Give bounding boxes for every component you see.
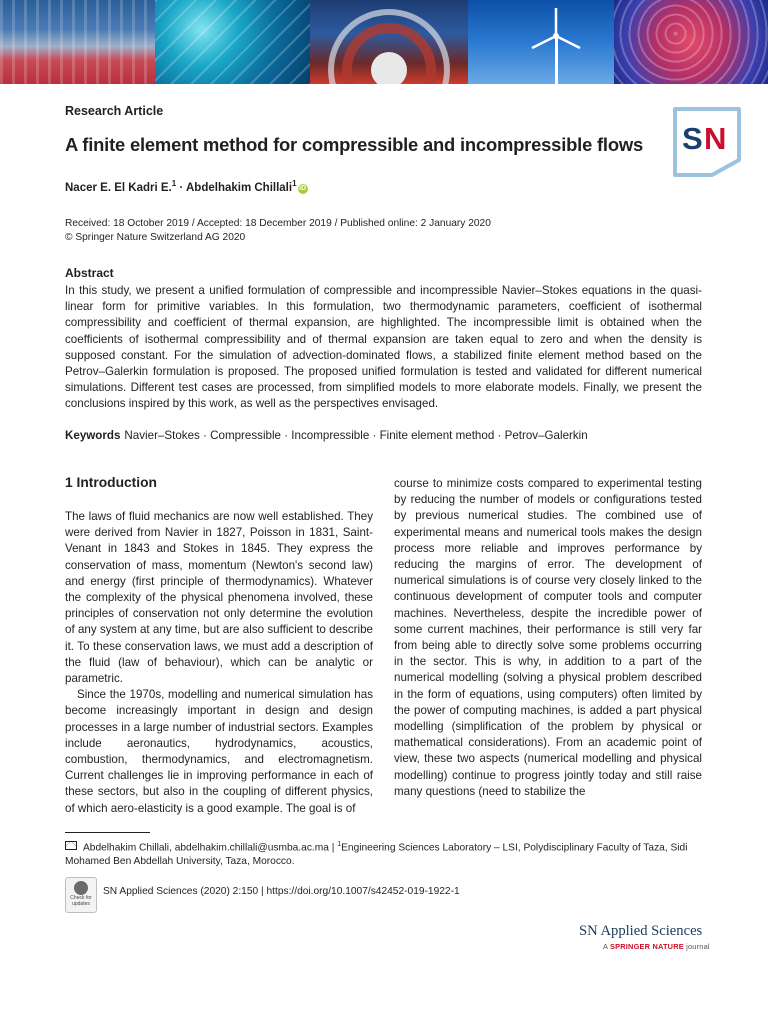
paper-title: A finite element method for compressible and incompressible flows [65,134,644,155]
keywords-label: Keywords [65,429,121,442]
section-heading-introduction: 1 Introduction [65,475,157,490]
affiliation-marker: 1 [337,841,342,848]
engine-icon [310,0,468,84]
author-list [65,179,308,194]
publication-dates [65,217,491,245]
body-column-right: course to minimize costs compared to experimental testing by reducing the number of models or configurations tested by previous numerical studies. The combined use of experimental means and numerical tools makes the design process more reliable and improves performance by reducing the margins of error. The development of numerical simulations is of course very closely linked to the continuous development of computer tools and computer machines. Nevertheless, despite the incredible power of some current machines, their performance is still very far from being able to directly solve some problems occurring in the sector. This is why, in addition to a part of the numerical modelling (solving a physical problem described in the form of equations, using computers) often limited by the power of computing machines, is added a part physical modelling (simplification of the problem by physical or mathematical considerations). From an academic point of view, these two aspects (numerical modelling and physical modelling) continue to progress jointly today and still raise many questions (need to stabilize the [394,477,702,798]
banner-image-light [155,0,310,84]
abstract-text: In this study, we present a unified formulation of compressible and incompressible Navier–Stokes equations in the quasi-linear form for primitive variables. In this formulation, two thermodynamic parameters, coefficient of isothermal compressibility and coefficient of thermal expansion, are highlighted. The incompressible limit is obtained when the coefficients of isothermal compressibility and of thermal expansion are taken equal to zero and when the density is supposed constant. For the simulation of advection-dominated flows, a stabilized finite element method based on the Petrov–Galerkin formulation is proposed. The proposed unified formulation is tested and validated for different numerical simulations. Different test cases are processed, from simplified models to more elaborate models. Finally, we present the conclusions inspired by this work, as well as the perspectives envisaged. [65,284,702,411]
corresponding-author-contact[interactable]: Abdelhakim Chillali, abdelhakim.chillali@usmba.ac.ma | [83,842,338,854]
doi-link[interactable]: https://doi.org/10.1007/s42452-019-1922-1 [266,886,460,897]
article-type: Research Article [65,104,164,118]
body-column-left [65,509,373,817]
header-banner [0,0,768,84]
citation-line [103,886,460,897]
update-check-icon [74,881,88,895]
paragraph: The laws of fluid mechanics are now well established. They were derived from Navier in 1827, Poisson in 1831, Saint-Venant in 1843 and Stokes in 1845. They express the conservation of mass, momentum (Newton's second law) and energy (first principle of thermodynamics). Whatever the complexity of the physical phenomena involved, these principles of conservation not only determine the evolution of any system at any time, but are also sufficient to describe it. To these conservation laws, we must add a description of the fluid (law of behaviour), which can be analytic or parametric. [65,510,373,686]
publisher-name: SPRINGER NATURE [609,942,684,951]
tagline-prefix: A [603,942,610,951]
citation-separator: | [258,886,267,897]
history-dates: Received: 18 October 2019 / Accepted: 18 December 2019 / Published online: 2 January 2020 [65,218,491,229]
keywords-list: Navier–Stokes · Compressible · Incompressible · Finite element method · Petrov–Galerkin [124,429,588,442]
footnote [65,838,705,869]
check-for-updates-badge[interactable] [65,877,97,913]
orcid-icon[interactable]: iD [299,184,307,192]
affiliation-marker: 1 [171,179,177,188]
journal-reference: SN Applied Sciences (2020) 2:150 [103,886,259,897]
affiliation-marker: 1 [292,179,297,188]
banner-image-wind-turbine [468,0,614,84]
author-name[interactable]: Abdelhakim Chillali [186,181,293,194]
copyright: © Springer Nature Switzerland AG 2020 [65,232,246,243]
journal-name: SN Applied Sciences [579,923,703,939]
affiliation-text: Engineering Sciences Laboratory – LSI, Polydisciplinary Faculty of Taza, Sidi Mohamed Ben Abdellah University, Taza, Morocco. [65,842,688,868]
envelope-icon [65,841,77,850]
footnote-divider [65,832,150,833]
banner-image-engine [310,0,468,84]
abstract-heading: Abstract [65,266,114,280]
banner-image-molecules [614,0,768,84]
wind-turbine-icon [468,0,614,84]
publisher-tagline [603,942,710,951]
paragraph: Since the 1970s, modelling and numerical simulation has become increasingly important in design and design processes in a large number of industrial sectors. Examples include aeronautics, hydrodynamics, acoustics, combustion, thermodynamics, and electromagnetism. Current challenges lie in improving performance in each of these sectors, but also in the coupling of different physics, of which aero-elasticity is a good example. The goal is of [65,688,373,815]
banner-image-building [0,0,155,84]
author-name[interactable]: Nacer E. El Kadri E. [65,181,172,194]
sn-journal-logo[interactable] [672,106,742,178]
logo-letter-s: S [682,121,703,156]
author-separator: · [176,181,186,194]
keywords [65,429,705,442]
badge-text-line2: updates [72,900,90,907]
logo-letter-n: N [704,121,727,156]
tagline-suffix: journal [683,942,710,951]
badge-text-line1: Check for [70,895,92,901]
